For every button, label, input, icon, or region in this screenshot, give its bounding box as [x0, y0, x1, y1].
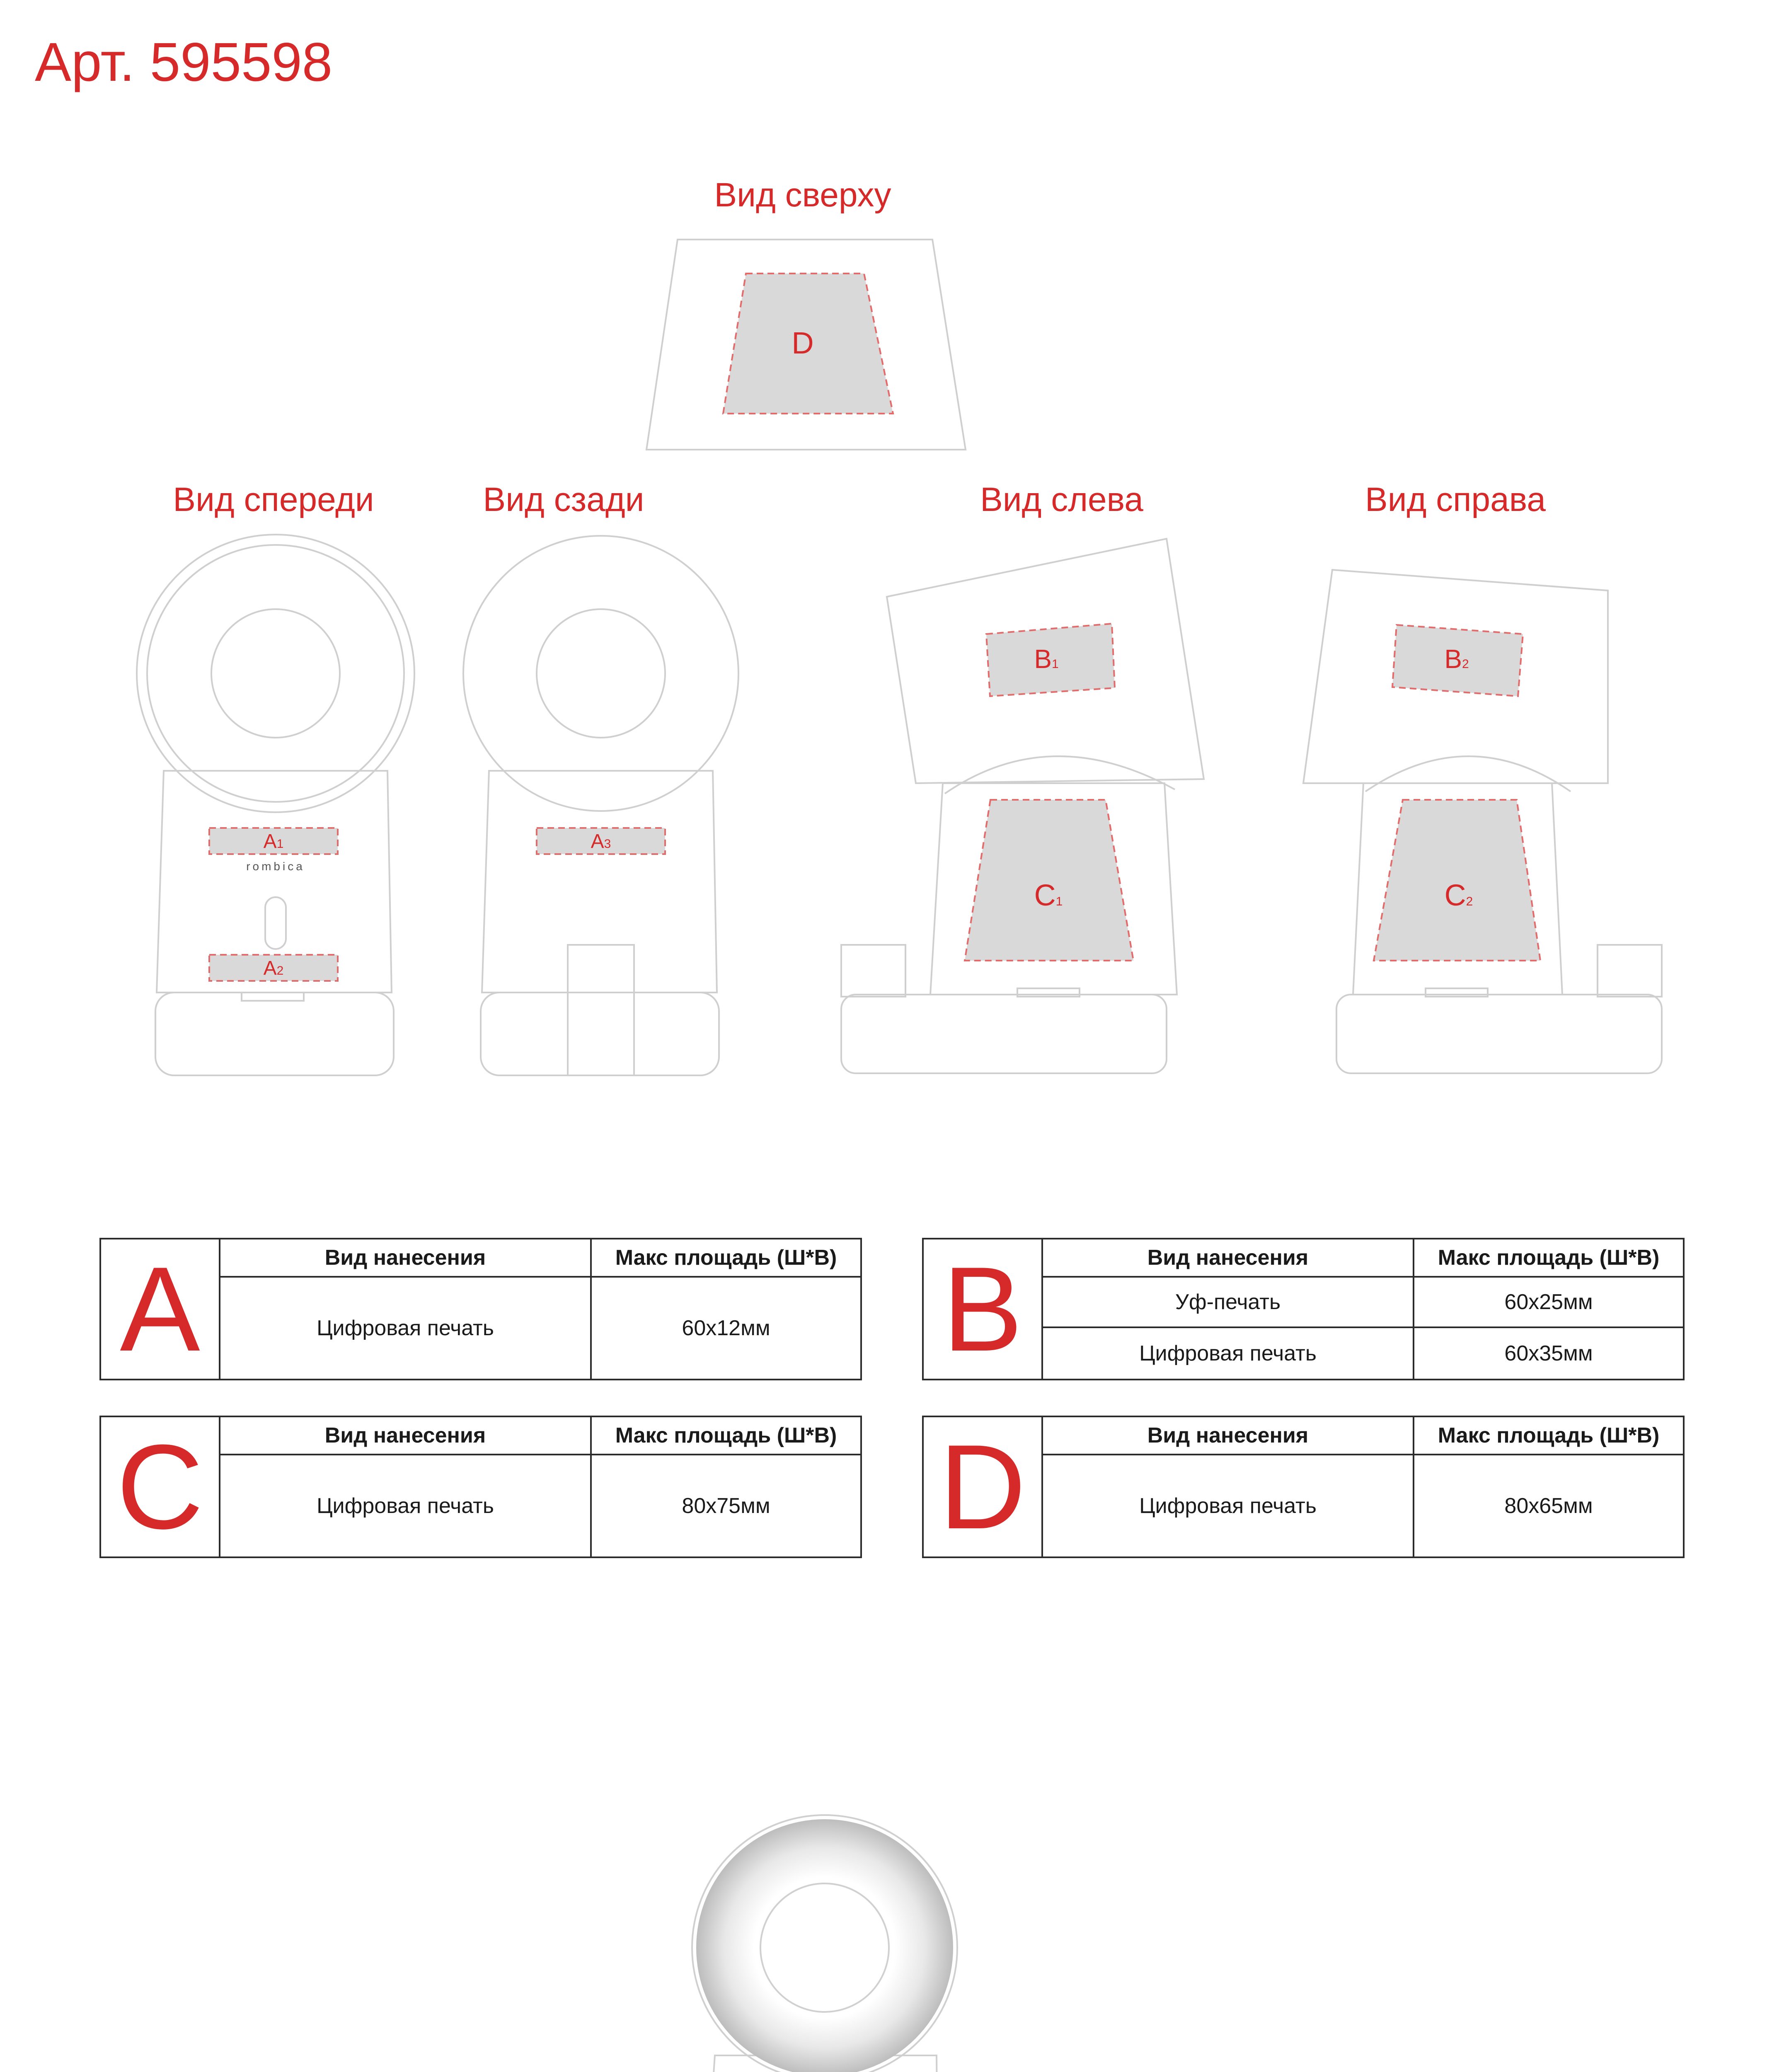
- cell-method: Цифровая печать: [317, 1316, 494, 1340]
- product-photo: [696, 1819, 953, 2072]
- zone-c1-label: C1: [1034, 879, 1063, 912]
- cell-size: 60x12мм: [682, 1316, 770, 1340]
- article-number: Арт. 595598: [35, 31, 333, 92]
- cell-method: Цифровая печать: [1139, 1494, 1317, 1518]
- zone-b2-label: B2: [1444, 644, 1469, 674]
- cell-size: 60x25мм: [1504, 1290, 1593, 1314]
- zone-a1-label: A1: [263, 830, 284, 852]
- cell-size: 60x35мм: [1504, 1341, 1593, 1365]
- view-label-top: Вид сверху: [714, 176, 891, 214]
- spec-letter: B: [924, 1239, 1043, 1379]
- cell-size: 80x65мм: [1504, 1494, 1593, 1518]
- front-view-outline: [137, 535, 414, 1075]
- spec-table-a: [99, 1238, 862, 1380]
- view-label-left: Вид слева: [980, 481, 1143, 518]
- spec-table-d: [922, 1416, 1685, 1558]
- view-label-front: Вид спереди: [173, 481, 374, 518]
- col-header-size: Макс площадь (Ш*В): [592, 1239, 860, 1278]
- zone-c2-label: C2: [1444, 879, 1473, 912]
- col-header-method: Вид нанесения: [1043, 1239, 1413, 1278]
- col-header-method: Вид нанесения: [1043, 1417, 1413, 1455]
- col-header-size: Макс площадь (Ш*В): [1414, 1417, 1683, 1455]
- view-label-back: Вид сзади: [483, 481, 644, 518]
- cell-method: Цифровая печать: [317, 1494, 494, 1518]
- view-label-right: Вид справа: [1365, 481, 1546, 518]
- zone-a2-label: A2: [263, 957, 284, 979]
- zone-d-label: D: [792, 326, 814, 360]
- zone-b1-label: B1: [1034, 644, 1059, 674]
- zone-a3-label: A3: [591, 830, 611, 852]
- brand-logo-text: rombica: [246, 860, 305, 873]
- cell-method: Цифровая печать: [1139, 1341, 1317, 1365]
- cell-method: Уф-печать: [1175, 1290, 1281, 1314]
- col-header-size: Макс площадь (Ш*В): [1414, 1239, 1683, 1278]
- spec-letter: D: [924, 1417, 1043, 1556]
- col-header-method: Вид нанесения: [220, 1417, 590, 1455]
- spec-letter: A: [101, 1239, 220, 1379]
- col-header-size: Макс площадь (Ш*В): [592, 1417, 860, 1455]
- col-header-method: Вид нанесения: [220, 1239, 590, 1278]
- spec-table-c: [99, 1416, 862, 1558]
- spec-table-b: [922, 1238, 1685, 1380]
- back-view-outline: [463, 536, 738, 1075]
- cell-size: 80x75мм: [682, 1494, 770, 1518]
- spec-letter: C: [101, 1417, 220, 1556]
